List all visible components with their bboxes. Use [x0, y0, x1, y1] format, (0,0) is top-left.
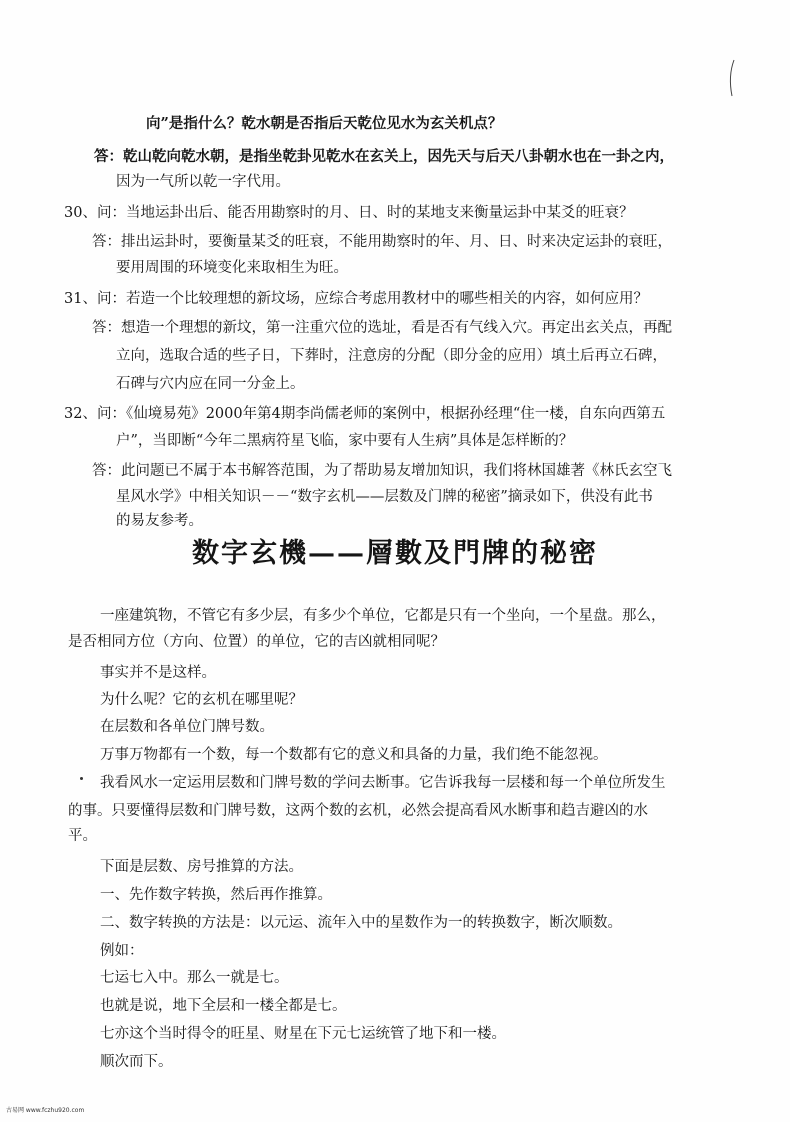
para-line-15: 也就是说，地下全层和一楼全都是七。: [100, 998, 347, 1014]
qa-line-1: 向”是指什么？乾水朝是否指后天乾位见水为玄关机点？: [146, 115, 503, 132]
qa-line-6: 要用周围的环境变化来取相生为旺。: [116, 260, 348, 276]
para-line-16: 七亦这个当时得令的旺星、财星在下元七运统管了地下和一楼。: [100, 1026, 506, 1042]
para-line-3: 事实并不是这样。: [100, 665, 216, 681]
para-line-13: 例如：: [100, 943, 144, 959]
para-line-5: 在层数和各单位门牌号数。: [100, 719, 274, 735]
para-line-7: 我看风水一定运用层数和门牌号数的学问去断事。它告诉我每一层楼和每一个单位所发生: [100, 775, 666, 791]
para-line-6: 万事万物都有一个数，每一个数都有它的意义和具备的力量，我们绝不能忽视。: [100, 747, 608, 763]
para-line-8: 的事。只要懂得层数和门牌号数，这两个数的玄机，必然会提高看风水断事和趋吉避凶的水: [68, 803, 648, 819]
qa-line-11: 32、问：《仙境易苑》2000年第4期李尚儒老师的案例中，根据孙经理“住一楼，自东向西第五: [64, 406, 666, 422]
qa-line-5: 答：排出运卦时，要衡量某爻的旺衰，不能用勘察时的年、月、日、时来决定运卦的衰旺，: [92, 234, 672, 250]
para-line-1: 一座建筑物，不管它有多少层，有多少个单位，它都是只有一个坐向，一个星盘。那么，: [100, 608, 666, 624]
para-line-2: 是否相同方位（方向、位置）的单位，它的吉凶就相同呢？: [68, 634, 445, 650]
para-line-9: 平。: [68, 828, 97, 844]
section-title: 数字玄機——層數及門牌的秘密: [192, 538, 598, 569]
para-line-11: 一、先作数字转换，然后再作推算。: [100, 887, 332, 903]
para-line-17: 顺次而下。: [100, 1054, 173, 1070]
qa-line-9: 立向，选取合适的些子日，下葬时，注意房的分配（即分金的应用）填土后再立石碑，: [116, 348, 667, 364]
qa-line-8: 答：想造一个理想的新坟，第一注重穴位的选址，看是否有气线入穴。再定出玄关点，再配: [92, 320, 672, 336]
para-line-10: 下面是层数、房号推算的方法。: [100, 859, 303, 875]
para-line-12: 二、数字转换的方法是：以元运、流年入中的星数作为一的转换数字，断次顺数。: [100, 915, 622, 931]
qa-line-7: 31、问：若造一个比较理想的新坟场，应综合考虑用教材中的哪些相关的内容，如何应用？: [64, 291, 648, 307]
qa-line-12: 户”，当即断“今年二黑病符星飞临，家中要有人生病”具体是怎样断的？: [116, 433, 574, 449]
para-line-14: 七运七入中。那么一就是七。: [100, 970, 289, 986]
qa-line-2: 答：乾山乾向乾水朝，是指坐乾卦见乾水在玄关上，因先天与后天八卦朝水也在一卦之内，: [94, 148, 674, 165]
scan-mark: [724, 58, 738, 98]
qa-line-14: 星风水学》中相关知识－－“数字玄机——层数及门牌的秘密”摘录如下，供没有此书: [116, 489, 653, 505]
qa-line-3: 因为一气所以乾一字代用。: [116, 174, 290, 190]
qa-line-10: 石碑与穴内应在同一分金上。: [116, 376, 305, 392]
para-line-4: 为什么呢？它的玄机在哪里呢？: [100, 692, 303, 708]
qa-line-13: 答：此问题已不属于本书解答范围，为了帮助易友增加知识，我们将林国雄著《林氏玄空飞: [92, 463, 672, 479]
bullet-dot: [80, 777, 83, 780]
qa-line-4: 30、问：当地运卦出后、能否用勘察时的月、日、时的某地支来衡量运卦中某爻的旺衰？: [64, 205, 634, 221]
footer-watermark: 古易网 www.fczhu920.com: [6, 1107, 85, 1114]
qa-line-15: 的易友参考。: [116, 513, 203, 529]
